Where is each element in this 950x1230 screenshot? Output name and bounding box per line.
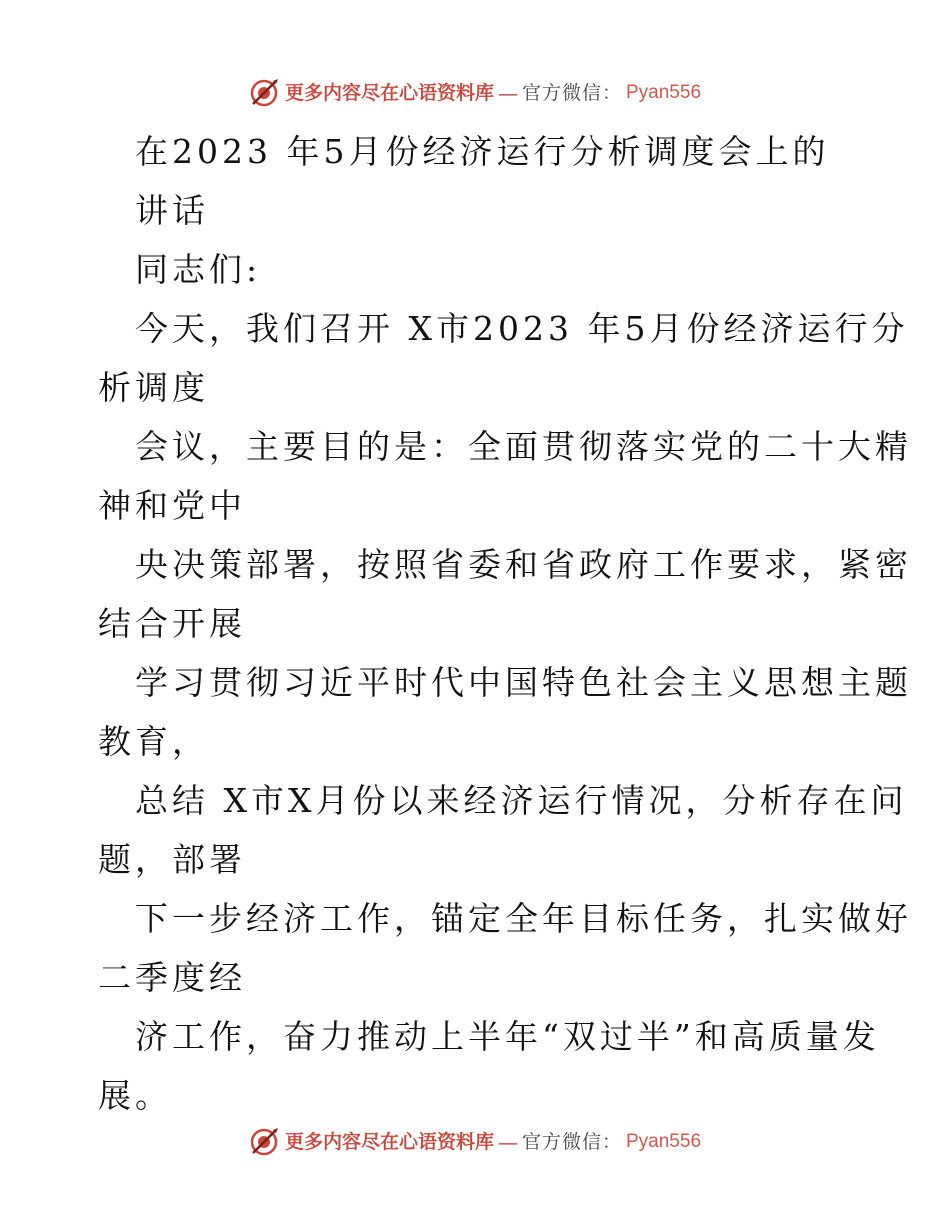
footer-watermark: [0, 1127, 950, 1157]
paragraph-line: 会议，主要目的是：全面贯彻落实党的二十大精: [135, 427, 912, 466]
watermark-id: Pyan556: [626, 82, 702, 103]
watermark-label: 官方微信：: [521, 1131, 622, 1153]
document-body: [0, 122, 950, 1125]
paragraph-line: 展。: [98, 1076, 172, 1115]
paragraph-line: 教育，: [98, 722, 209, 761]
paragraph-line: 济工作，奋力推动上半年“双过半”和高质量发: [135, 1017, 880, 1056]
paragraph-line: 题，部署: [98, 840, 246, 879]
watermark-dash: —: [497, 1130, 518, 1154]
pen-logo-icon: [249, 78, 281, 108]
paragraph-line: 总结 X市X月份以来经济运行情况，分析存在问: [135, 781, 908, 820]
watermark-dash: —: [497, 81, 518, 105]
pen-logo-icon: [249, 1127, 281, 1157]
paragraph-line: 下一步经济工作，锚定全年目标任务，扎实做好: [135, 899, 912, 938]
salutation: 同志们:: [135, 250, 262, 289]
watermark-brand: 更多内容尽在心语资料库: [284, 1131, 494, 1153]
paragraph-line: 析调度: [98, 368, 209, 407]
title-line-2: 讲话: [135, 191, 209, 230]
paragraph-line: 学习贯彻习近平时代中国特色社会主义思想主题: [135, 663, 912, 702]
paragraph-line: 二季度经: [98, 958, 246, 997]
paragraph-line: 今天，我们召开 X市2023 年5月份经济运行分: [135, 309, 909, 348]
watermark-id: Pyan556: [626, 1131, 702, 1152]
paragraph-line: 央决策部署，按照省委和省政府工作要求，紧密: [135, 545, 912, 584]
watermark-brand: 更多内容尽在心语资料库: [284, 82, 494, 104]
paragraph-line: 结合开展: [98, 604, 246, 643]
header-watermark: [0, 78, 950, 108]
paragraph-line: 神和党中: [98, 486, 246, 525]
watermark-label: 官方微信：: [521, 82, 622, 104]
title-line-1: 在2023 年5月份经济运行分析调度会上的: [135, 132, 830, 171]
